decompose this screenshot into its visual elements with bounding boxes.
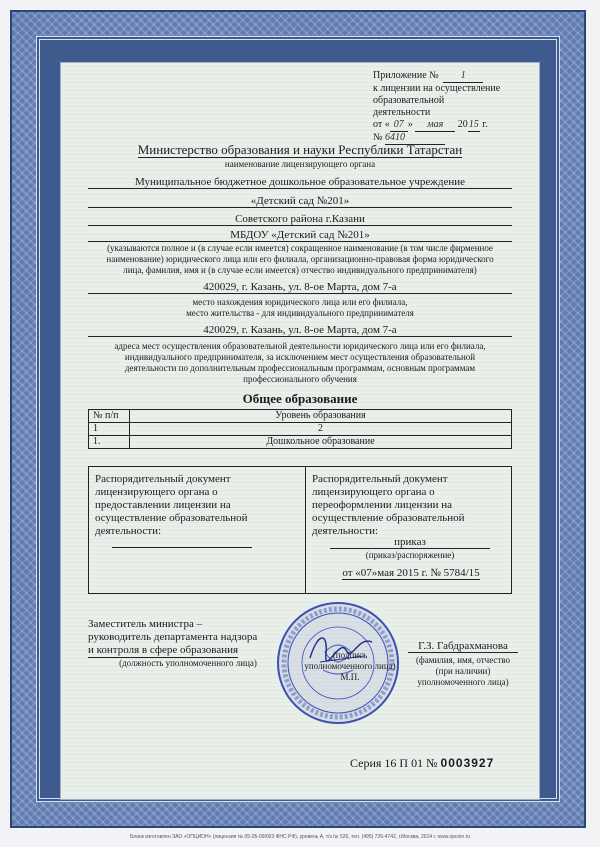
grant-doc-line2: лицензирующего органа о xyxy=(95,486,218,498)
location-address: 420029, г. Казань, ул. 8-ое Марта, дом 7-а xyxy=(88,281,512,294)
serial-series: 16 П 01 xyxy=(384,756,424,770)
authority-caption: наименование лицензирующего органа xyxy=(224,159,376,169)
appendix-date-from: от « xyxy=(373,119,390,130)
signature-caption-line1: (подпись xyxy=(332,650,368,660)
name-caption-line1: (фамилия, имя, отчество xyxy=(415,655,511,665)
reissue-doc-line1: Распорядительный документ xyxy=(312,473,448,485)
serial-number: 0003927 xyxy=(440,756,495,770)
appendix-date-year-suffix: г. xyxy=(482,119,488,130)
activity-caption-line1: адреса мест осуществления образовательной деятельности юридического лица или его филиала, xyxy=(114,341,486,351)
col-num-header: № п/п xyxy=(89,410,130,423)
reissue-doc-line2: лицензирующего органа о xyxy=(312,486,435,498)
appendix-date xyxy=(373,119,503,132)
reissue-doc-line5: деятельности: xyxy=(312,525,379,537)
grant-doc-line1: Распорядительный документ xyxy=(95,473,231,485)
education-table-header xyxy=(89,410,512,423)
location-caption xyxy=(88,297,512,319)
stamp-place-label: М.П. xyxy=(340,672,360,682)
licensee-line1: Муниципальное бюджетное дошкольное образовательное учреждение xyxy=(88,176,512,189)
name-caption-line2: (при наличии) xyxy=(435,666,491,676)
appendix-title-prefix: Приложение № xyxy=(373,70,439,81)
signatory-pos-line3: и контроля в сфере образования xyxy=(88,644,239,656)
signatory-pos-line2: руководитель департамента надзора xyxy=(88,631,258,643)
reissue-doc-date-value: от «07»мая 2015 г. № 5784/15 xyxy=(342,567,480,579)
reissue-doc-line3: переоформлении лицензии на xyxy=(312,499,453,511)
education-heading: Общее образование xyxy=(242,391,358,406)
activity-place-address: 420029, г. Казань, ул. 8-ое Марта, дом 7-а xyxy=(88,324,512,337)
licensee-short-name: МБДОУ «Детский сад №201» xyxy=(88,229,512,242)
signatory-position-caption: (должность уполномоченного лица) xyxy=(119,658,257,668)
signatory-pos-line1: Заместитель министра – xyxy=(88,618,203,630)
reissue-doc-caption: (приказ/распоряжение) xyxy=(365,550,455,560)
grant-doc-line4: осуществление образовательной xyxy=(95,512,248,524)
appendix-line3: образовательной деятельности xyxy=(373,95,445,118)
reissue-doc-line4: осуществление образовательной xyxy=(312,512,465,524)
name-caption-line3: уполномоченного лица) xyxy=(417,677,509,687)
appendix-line2: к лицензии на осуществление xyxy=(373,83,501,94)
reissue-doc-date xyxy=(318,567,504,579)
location-caption-line1: место нахождения юридического лица или его филиала, xyxy=(192,297,408,307)
reissue-doc-type: приказ xyxy=(330,536,490,549)
row-num: 1. xyxy=(89,436,130,449)
appendix-date-month: мая xyxy=(415,119,455,132)
licensee-caption-line1: (указываются полное и (в случае если имеется) сокращенное наименование (в том числе фирменное xyxy=(107,243,493,253)
table-row xyxy=(89,436,512,449)
signatory-name-caption xyxy=(408,655,518,688)
serial-label: Серия xyxy=(350,756,382,770)
grant-doc-line3: предоставлении лицензии на xyxy=(95,499,231,511)
location-caption-line2: место жительства - для индивидуального предпринимателя xyxy=(186,308,414,318)
grant-document-box xyxy=(88,466,306,594)
reissue-document-text xyxy=(312,473,512,538)
signatory-position xyxy=(88,618,288,658)
appendix-date-year: 15 xyxy=(468,119,479,130)
activity-caption-line3: деятельности по дополнительным профессиональным программам, основным программам xyxy=(124,363,476,373)
appendix-license-number-value: 6410 xyxy=(385,132,445,145)
appendix-block xyxy=(373,70,503,145)
licensee-caption-line3: лица, фамилия, имя и (в случае если имеется) отчество индивидуального предпринимателя) xyxy=(123,265,477,275)
education-table-index-row xyxy=(89,423,512,436)
authority-name: Министерство образования и науки Республики Татарстан xyxy=(137,142,463,157)
licensee-caption xyxy=(84,243,516,276)
row-level: Дошкольное образование xyxy=(130,436,512,449)
signature-caption-line2: уполномоченного лица) xyxy=(304,661,396,671)
education-table xyxy=(88,409,512,449)
grant-document-blank-line xyxy=(112,547,252,548)
print-note: Бланк изготовлен ЗАО «ОПЦИОН» (лицензия № 05-05-09/003 ФНС РФ), уровень А, т/з № 526, тел. (495) 726-4742, г.Москва, 2014 г. www.opcion.ru xyxy=(129,834,471,840)
grant-doc-line5: деятельности: xyxy=(95,525,162,537)
activity-caption-line4: профессионального обучения xyxy=(243,374,357,384)
signatory-name: Г.З. Габдрахманова xyxy=(408,640,518,653)
blank-serial xyxy=(350,756,494,771)
appendix-title xyxy=(373,70,503,83)
signature-caption xyxy=(290,650,410,683)
col-num-index: 1 xyxy=(89,423,130,436)
appendix-date-day: 07 xyxy=(390,119,408,132)
col-level-header: Уровень образования xyxy=(130,410,512,423)
col-level-index: 2 xyxy=(130,423,512,436)
grant-document-text xyxy=(95,473,295,538)
appendix-date-mid: » xyxy=(407,119,413,130)
appendix-date-year-prefix: 20 xyxy=(457,119,468,130)
appendix-num-prefix: № xyxy=(373,132,383,143)
appendix-number: 1 xyxy=(443,70,483,83)
licensee-line3: Советского района г.Казани xyxy=(88,213,512,226)
authority-name-line xyxy=(88,142,512,158)
licensee-line2: «Детский сад №201» xyxy=(88,195,512,208)
activity-caption-line2: индивидуального предпринимателя, за исключением мест осуществления образовательной xyxy=(124,352,476,362)
activity-place-caption xyxy=(88,341,512,385)
serial-num-sign: № xyxy=(426,756,438,770)
licensee-caption-line2: наименование) юридического лица или его филиала, организационно-правовая форма юридического xyxy=(106,254,494,264)
